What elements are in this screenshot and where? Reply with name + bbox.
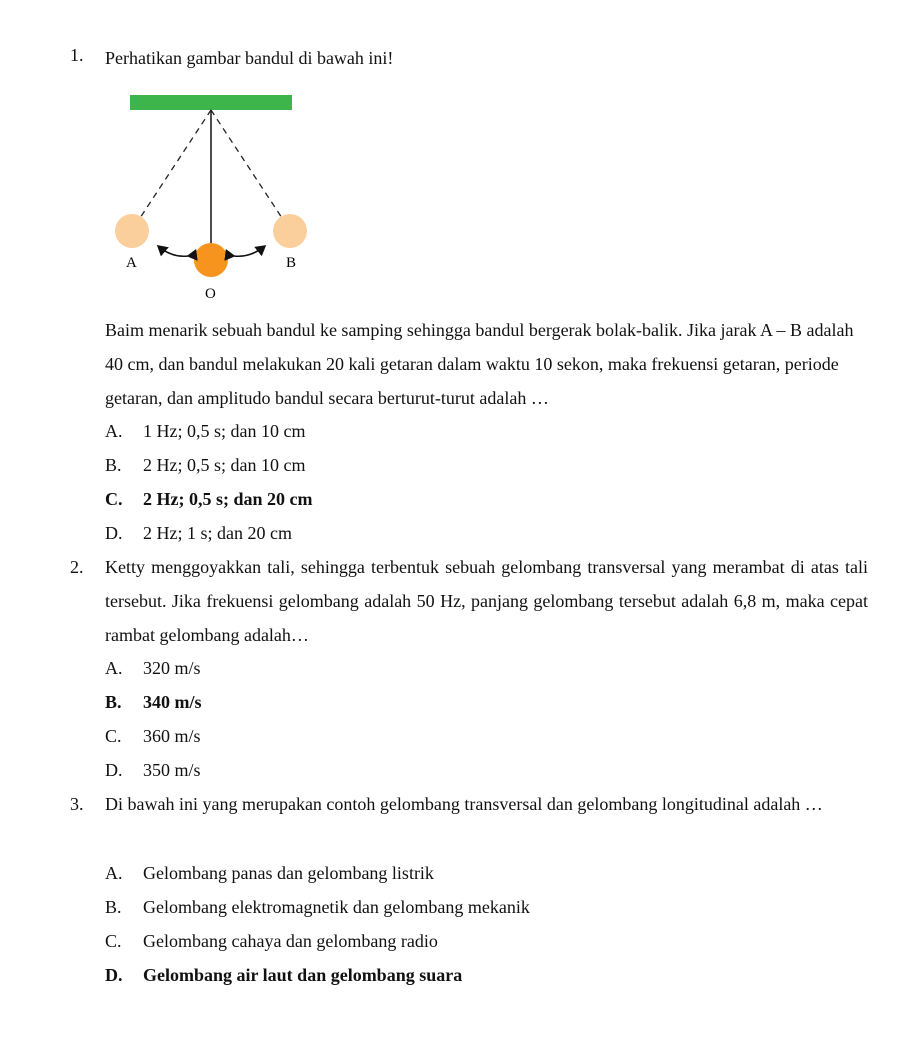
option-text: 1 Hz; 0,5 s; dan 10 cm: [143, 421, 306, 441]
option-letter: C.: [105, 489, 123, 509]
option-text: 340 m/s: [143, 692, 202, 712]
question-intro: Perhatikan gambar bandul di bawah ini!: [105, 48, 394, 68]
option-b-correct[interactable]: [105, 685, 202, 719]
label-a: A: [126, 255, 137, 271]
option-b[interactable]: [105, 448, 305, 482]
option-text: 360 m/s: [143, 726, 201, 746]
option-d[interactable]: [105, 753, 201, 787]
option-letter: D.: [105, 760, 123, 780]
option-text: Gelombang panas dan gelombang listrik: [143, 863, 434, 883]
label-o: O: [205, 286, 216, 302]
question-number: 2.: [70, 557, 84, 577]
bob-position-b: [273, 214, 307, 248]
label-b: B: [286, 255, 297, 271]
option-letter: D.: [105, 965, 123, 985]
bob-position-o: [194, 243, 228, 277]
question-stem: Ketty menggoyakkan tali, sehingga terbentuk sebuah gelombang transversal yang merambat di atas tali tersebut. Jika frekuensi gelombang adalah 50 Hz, panjang gelombang tersebut adalah 6,8 m, maka cepat rambat gelombang adalah…: [105, 557, 868, 645]
arrow-right: [234, 246, 265, 256]
dashed-string-left: [140, 110, 211, 218]
arrow-left: [158, 246, 188, 256]
option-b[interactable]: [105, 890, 530, 924]
option-text: 2 Hz; 1 s; dan 20 cm: [143, 523, 292, 543]
bob-position-a: [115, 214, 149, 248]
option-d-correct[interactable]: [105, 958, 462, 992]
option-letter: C.: [105, 931, 122, 951]
question-number: 3.: [70, 794, 84, 814]
option-letter: B.: [105, 455, 122, 475]
option-text: Gelombang cahaya dan gelombang radio: [143, 931, 438, 951]
option-c[interactable]: [105, 924, 438, 958]
question-stem: Baim menarik sebuah bandul ke samping sehingga bandul bergerak bolak-balik. Jika jarak A – B adalah 40 cm, dan bandul melakukan 20 kali getaran dalam waktu 10 sekon, maka frekuensi getaran, periode getaran, dan amplitudo bandul secara berturut-turut adalah …: [105, 320, 854, 408]
option-a[interactable]: [105, 414, 305, 448]
option-text: 320 m/s: [143, 658, 201, 678]
dashed-string-right: [211, 110, 282, 218]
option-letter: A.: [105, 863, 123, 883]
pendulum-support: [130, 95, 292, 110]
option-letter: A.: [105, 421, 123, 441]
option-text: 2 Hz; 0,5 s; dan 20 cm: [143, 489, 313, 509]
option-c-correct[interactable]: [105, 482, 313, 516]
option-letter: B.: [105, 897, 122, 917]
question-number: 1.: [70, 45, 84, 65]
pendulum-figure: [110, 88, 310, 308]
question-stem: Di bawah ini yang merupakan contoh gelombang transversal dan gelombang longitudinal adalah …: [105, 794, 823, 814]
option-d[interactable]: [105, 516, 292, 550]
option-c[interactable]: [105, 719, 201, 753]
option-text: Gelombang elektromagnetik dan gelombang mekanik: [143, 897, 530, 917]
option-letter: B.: [105, 692, 122, 712]
option-a[interactable]: [105, 856, 434, 890]
option-letter: C.: [105, 726, 122, 746]
option-text: Gelombang air laut dan gelombang suara: [143, 965, 463, 985]
option-a[interactable]: [105, 651, 201, 685]
pendulum-diagram: [110, 88, 310, 303]
option-letter: D.: [105, 523, 123, 543]
option-text: 350 m/s: [143, 760, 201, 780]
option-text: 2 Hz; 0,5 s; dan 10 cm: [143, 455, 306, 475]
option-letter: A.: [105, 658, 123, 678]
